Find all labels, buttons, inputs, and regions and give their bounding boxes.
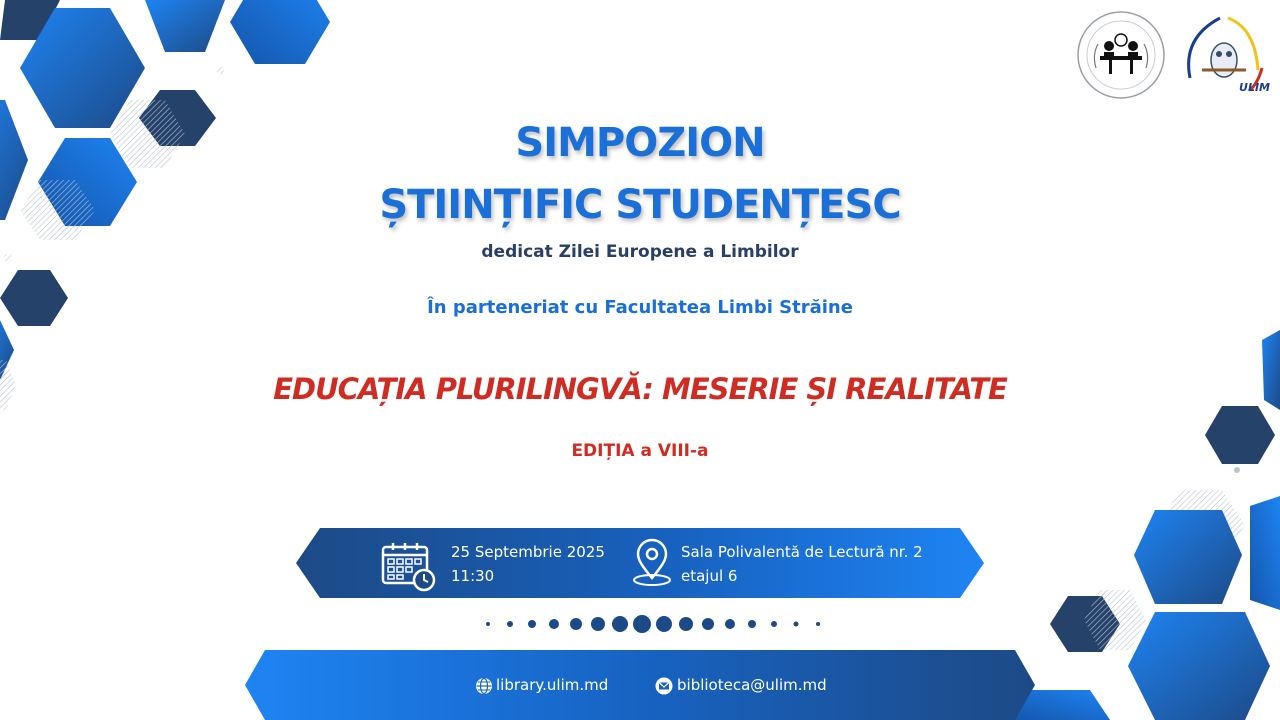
venue-line-1: Sala Polivalentă de Lectură nr. 2 <box>681 543 923 561</box>
contact-footer <box>245 650 1035 720</box>
department-logo-mark: ULIM <box>1239 81 1270 94</box>
partnership-text: În parteneriat cu Facultatea Limbi Străine <box>427 297 853 318</box>
faculty-logo <box>1076 10 1166 100</box>
venue-line-2: etajul 6 <box>681 567 738 585</box>
event-date: 25 Septembrie 2025 <box>451 543 605 561</box>
location-pin-icon <box>630 538 674 588</box>
event-time: 11:30 <box>451 567 495 585</box>
title-line-1: SIMPOZION <box>515 120 765 166</box>
subtitle: dedicat Zilei Europene a Limbilor <box>481 242 799 262</box>
title-line-2: ȘTIINȚIFIC STUDENȚESC <box>379 182 901 228</box>
mail-icon <box>655 677 673 695</box>
globe-icon <box>475 677 493 695</box>
edition-label: EDIȚIA a VIII-a <box>571 441 709 461</box>
email-link[interactable]: biblioteca@ulim.md <box>677 676 827 694</box>
department-logo <box>1180 8 1272 98</box>
calendar-icon <box>381 541 437 593</box>
event-theme: EDUCAȚIA PLURILINGVĂ: MESERIE ȘI REALITATE <box>273 372 1007 406</box>
dot-divider <box>480 612 830 636</box>
website-link[interactable]: library.ulim.md <box>496 676 609 694</box>
